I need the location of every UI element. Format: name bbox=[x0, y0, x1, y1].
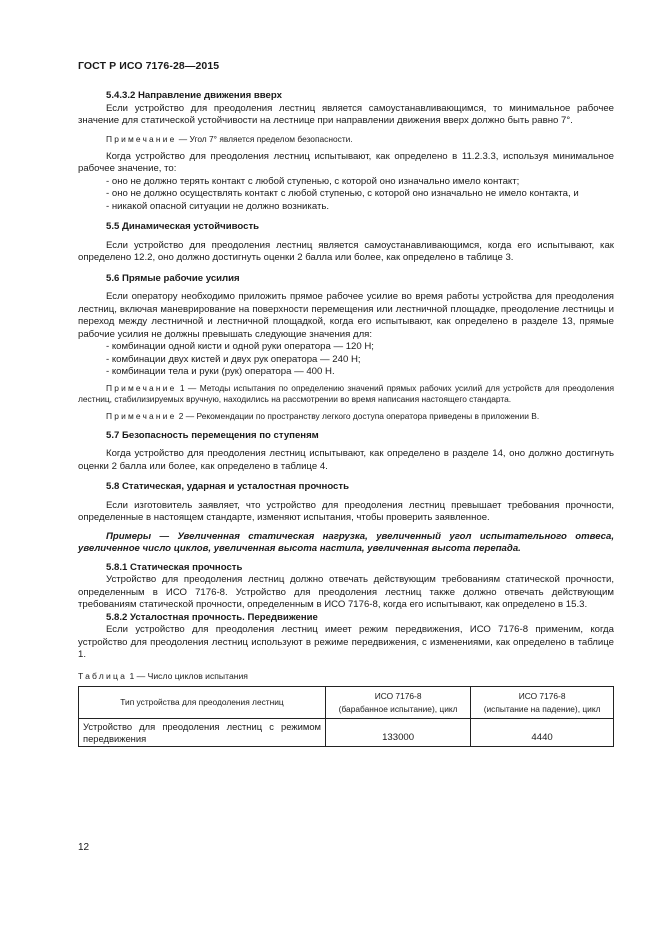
section-5-5-paragraph: Если устройство для преодоления лестниц является самоустанавливающимся, когда его испытывают, как определено 12.2, оно должно достигнуть оценки 2 балла или более, как определено в таблице 3. bbox=[78, 239, 614, 263]
section-5-8-paragraph: Если изготовитель заявляет, что устройство для преодоления лестниц превышает требования прочности, определенные в настоящем стандарте, изменяют испытания, чтобы проверить заявленное. bbox=[78, 499, 614, 523]
section-5-4-3-2-heading: 5.4.3.2 Направление движения вверх bbox=[106, 90, 282, 101]
note-label: Примечание bbox=[106, 382, 177, 393]
table-header-drop: ИСО 7176-8 (испытание на падение), цикл bbox=[471, 687, 614, 719]
table-cell-drum: 133000 bbox=[326, 719, 471, 747]
section-5-8-1-heading: 5.8.1 Статическая прочность bbox=[106, 561, 243, 573]
section-5-4-3-2-paragraph-1: Если устройство для преодоления лестниц является самоустанавливающимся, то минимальное рабочее значение для статической устойчивости на лестнице при направлении движения вверх должно быть равно 7°. bbox=[78, 102, 614, 126]
note-text: — Угол 7° является пределом безопасности. bbox=[176, 133, 353, 144]
note-label: Примечание bbox=[106, 133, 177, 144]
section-5-4-3-2-note bbox=[78, 134, 614, 145]
section-5-8-heading: 5.8 Статическая, ударная и усталостная прочность bbox=[106, 481, 349, 492]
note-text: 2 — Рекомендации по пространству легкого доступа оператора приведены в приложении В. bbox=[176, 410, 540, 421]
section-5-6-note-1 bbox=[78, 383, 614, 405]
page-number: 12 bbox=[78, 842, 90, 853]
section-5-8-1-paragraph: Устройство для преодоления лестниц должно отвечать действующим требованиям статической прочности, определенным в ИСО 7176-8. Устройство для преодоления лестниц также должно отвечать действующим требованиям статической прочности, определенным в ИСО 7176-8, когда его испытывают, как определено в 15.3. bbox=[78, 574, 614, 610]
table-header-type: Тип устройства для преодоления лестниц bbox=[79, 687, 326, 719]
note-text: 1 — Методы испытания по определению значений прямых рабочих усилий для устройств для преодоления лестниц, стабилизируемых вручную, находились на рассмотрении во время написания настоящего стандарта. bbox=[78, 382, 614, 404]
list-item: - никакой опасной ситуации не должно возникать. bbox=[106, 200, 330, 212]
section-5-6-paragraph: Если оператору необходимо приложить прямое рабочее усилие во время работы устройства для преодоления лестниц, включая маневрирование на поверхности перемещения или лестничной площадке, преодоление лестницы и переход между лестничной и лестничной площадкой, когда его испытывают, как определено в разделе 13, прямые рабочие усилия не должны превышать следующие значения для: bbox=[78, 291, 614, 340]
note-label: Примечание bbox=[106, 410, 177, 421]
section-5-6-note-2 bbox=[78, 411, 614, 422]
section-5-4-3-2-paragraph-2: Когда устройство для преодоления лестниц испытывают, как определено в 11.2.3.3, используя минимальное рабочее значение, то: bbox=[78, 150, 614, 174]
table-caption bbox=[78, 670, 614, 683]
section-5-8-examples: Примеры — Увеличенная статическая нагрузка, увеличенный угол испытательного отвеса, увеличенное число циклов, увеличенная высота настила, увеличенная высота перепада. bbox=[78, 530, 614, 554]
table-cell-type: Устройство для преодоления лестниц с режимом передвижения bbox=[79, 719, 326, 747]
standard-header: ГОСТ Р ИСО 7176-28—2015 bbox=[78, 60, 220, 72]
table-header-row bbox=[79, 687, 614, 719]
list-item: - оно не должно терять контакт с любой ступенью, с которой оно изначально имело контакт; bbox=[106, 175, 520, 187]
page-content bbox=[78, 90, 614, 747]
cycles-table bbox=[78, 686, 614, 747]
table-row bbox=[79, 719, 614, 747]
section-5-8-2-paragraph: Если устройство для преодоления лестниц имеет режим передвижения, ИСО 7176-8 применим, когда устройство для преодоления лестниц используют в режиме передвижения, с изменениями, как определено в таблице 1. bbox=[78, 624, 614, 660]
section-5-7-heading: 5.7 Безопасность перемещения по ступеням bbox=[106, 429, 319, 441]
section-5-7-paragraph: Когда устройство для преодоления лестниц испытывают, как определено в разделе 14, оно должно достигнуть оценки 2 балла или более, как определено в таблице 4. bbox=[78, 448, 614, 472]
list-item: - комбинации двух кистей и двух рук оператора — 240 Н; bbox=[106, 353, 361, 365]
list-item: - комбинации тела и руки (рук) оператора — 400 Н. bbox=[106, 366, 335, 377]
table-header-drum: ИСО 7176-8 (барабанное испытание), цикл bbox=[326, 687, 471, 719]
list-item: - оно не должно осуществлять контакт с любой ступенью, с которой оно изначально не имело контакта, и bbox=[106, 188, 579, 199]
list-item: - комбинации одной кисти и одной руки оператора — 120 Н; bbox=[106, 341, 374, 352]
section-5-8-2-heading: 5.8.2 Усталостная прочность. Передвижение bbox=[106, 611, 318, 623]
section-5-5-heading: 5.5 Динамическая устойчивость bbox=[106, 221, 260, 232]
section-5-6-heading: 5.6 Прямые рабочие усилия bbox=[106, 272, 240, 284]
table-cell-drop: 4440 bbox=[471, 719, 614, 747]
table-caption-text: 1 — Число циклов испытания bbox=[127, 670, 248, 681]
table-caption-label: Таблица bbox=[78, 670, 128, 681]
